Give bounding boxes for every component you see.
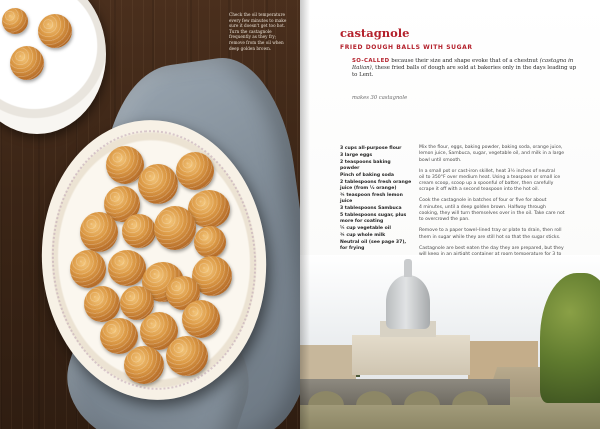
photo-caption: Check the oil temperature every few minutes to make sure it doesn't get too hot. Turn the castagnole frequently as they fry; remove from the oil when deep golden brown.	[229, 12, 287, 51]
sugar-bowl-image	[0, 0, 106, 134]
ingredient-item: Neutral oil (see page 37), for frying	[340, 240, 407, 252]
recipe-yield: makes 30 castagnole	[352, 95, 408, 101]
intro-text-2: , these fried balls of dough are sold at bakeries only in the days leading up to Lent.	[352, 65, 577, 79]
method-step: Castagnole are best eaten the day they are prepared, but they	[419, 245, 564, 251]
ingredient-item: 5 tablespoons sugar, plus more for coating	[340, 213, 407, 225]
ingredient-item: 3 cups all-purpose flour	[340, 146, 402, 151]
recipe-subtitle: FRIED DOUGH BALLS WITH SUGAR	[340, 44, 473, 51]
method-step: Remove to a paper towel–lined tray or plate to drain, then roll them in sugar while they are still hot so that the sugar sticks.	[419, 228, 562, 240]
method-step: Mix the flour, eggs, baking powder, baking soda, orange juice, lemon juice, Sambuca, sugar, vegetable oil, and milk in a large bowl until smooth.	[419, 145, 565, 163]
stone-bridge-image	[300, 379, 510, 405]
basilica-facade-image	[352, 335, 470, 375]
basilica-dome-image	[386, 275, 430, 329]
intro-text-1: because their size and shape evoke that of a chestnut	[389, 58, 540, 64]
ingredient-item: ¾ cup whole milk	[340, 233, 386, 239]
intro-aside: (castagna in Italian)	[352, 58, 574, 72]
ingredient-item: Pinch of baking soda	[340, 172, 395, 178]
ingredient-item: ¾ teaspoon fresh lemon juice	[340, 193, 403, 205]
ingredient-item: 2 tablespoons fresh orange juice (from ½ orange)	[340, 179, 412, 192]
method-step: Cook the castagnole in batches of four or five for about 4 minutes, until a deep golden brown. Halfway through cooking, they will turn themselves over in the oil. Take care not to overcrowd the pan.	[419, 198, 565, 223]
method-steps	[419, 145, 581, 269]
ingredient-item: ¼ cup vegetable oil	[340, 226, 391, 232]
recipe-intro	[352, 58, 580, 80]
recipe-title: castagnole	[340, 26, 410, 40]
book-gutter-shadow	[300, 0, 310, 429]
ingredient-list	[340, 146, 420, 253]
rome-cityscape-photo	[300, 255, 600, 429]
ingredient-item: 2 teaspoons baking powder	[340, 159, 391, 172]
ingredient-item: 3 large eggs	[340, 152, 373, 158]
intro-lead: SO-CALLED	[352, 58, 390, 64]
method-step: In a small pot or cast-iron skillet, heat 3½ inches of neutral oil to 350°F over medium heat. Using a teaspoon or small ice cream scoop, scoop up a spoonful of batter, then carefully scrape it off with a second teaspoon into the hot oil.	[419, 168, 561, 193]
right-page-recipe	[300, 0, 600, 429]
ingredient-item: 3 tablespoons Sambuca	[340, 206, 402, 212]
dome-lantern-image	[404, 259, 412, 277]
